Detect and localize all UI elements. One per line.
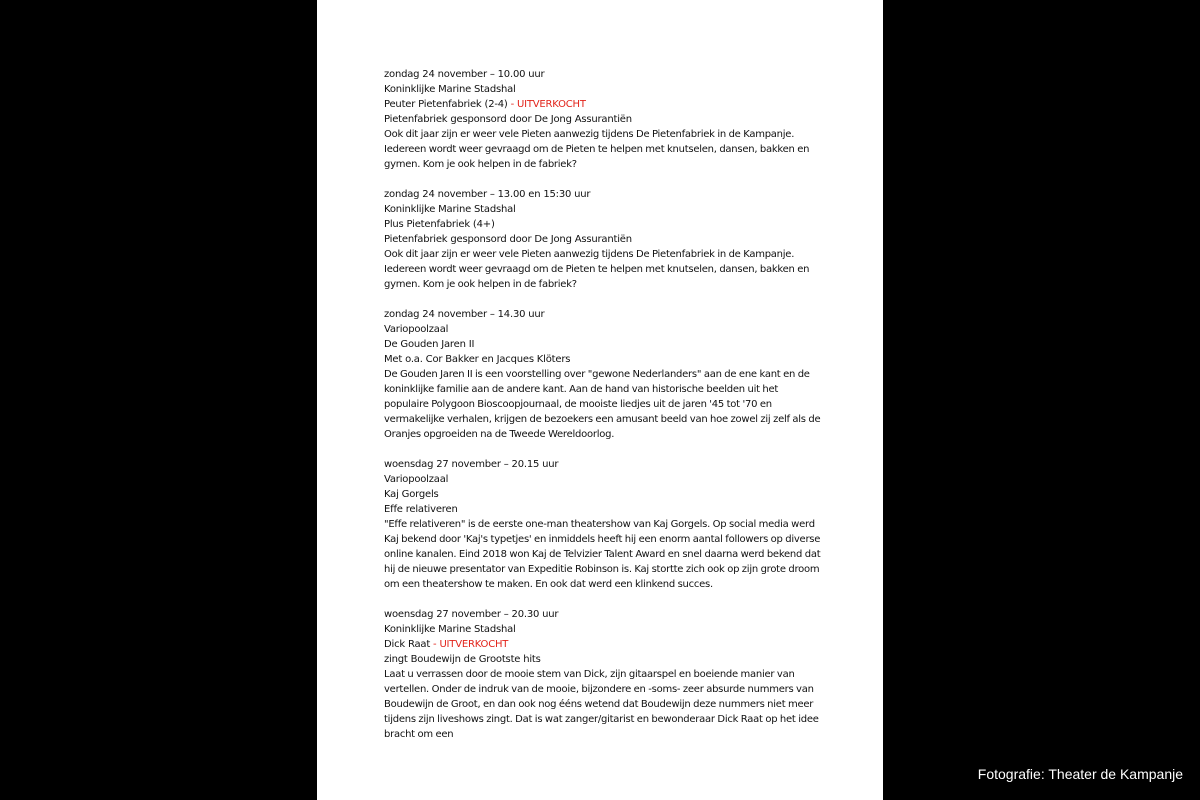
soldout-label: UITVERKOCHT xyxy=(517,99,586,110)
event-description: Ook dit jaar zijn er weer vele Pieten aanwezig tijdens De Pietenfabriek in de Kampanje. Iedereen wordt weer gevraagd om de Pieten te helpen met knutselen, dansen, bakken en gymen. Kom je ook helpen in de fabriek? xyxy=(384,249,810,290)
soldout-label: UITVERKOCHT xyxy=(439,639,509,650)
event-date: woensdag 27 november – 20.30 uur xyxy=(384,609,559,620)
event-title-line xyxy=(384,637,824,652)
event-description: Laat u verrassen door de mooie stem van Dick, zijn gitaarspel en boeiende manier van vertellen. Onder de indruk van de mooie, bijzondere en -soms- zeer absurde nummers van Boudewijn de Groot, en dan ook nog ééns wetend dat Boudewijn deze nummers niet meer tijdens zijn liveshows zingt. Dat is wat zanger/gitarist en bewonderaar Dick Raat op het idee bracht om een xyxy=(384,669,819,740)
document-page xyxy=(317,0,883,800)
event-listing xyxy=(384,67,824,757)
photo-credit: Fotografie: Theater de Kampanje xyxy=(977,766,1183,782)
event-subtitle: Effe relativeren xyxy=(384,504,458,515)
title-separator: - xyxy=(507,99,517,110)
event-sponsor: Pietenfabriek gesponsord door De Jong Assurantiën xyxy=(384,234,632,245)
event-venue: Koninklijke Marine Stadshal xyxy=(384,84,516,95)
event-item xyxy=(384,67,824,172)
event-title: De Gouden Jaren II xyxy=(384,339,475,350)
event-item xyxy=(384,607,824,742)
event-title: Dick Raat xyxy=(384,639,431,650)
event-date: zondag 24 november – 10.00 uur xyxy=(384,69,545,80)
event-title: Plus Pietenfabriek (4+) xyxy=(384,219,495,230)
event-sponsor: Pietenfabriek gesponsord door De Jong Assurantiën xyxy=(384,114,632,125)
event-title: Peuter Pietenfabriek (2-4) xyxy=(384,99,508,110)
event-date: woensdag 27 november – 20.15 uur xyxy=(384,459,559,470)
event-title-line xyxy=(384,97,824,112)
event-description: Ook dit jaar zijn er weer vele Pieten aanwezig tijdens De Pietenfabriek in de Kampanje. Iedereen wordt weer gevraagd om de Pieten te helpen met knutselen, dansen, bakken en gymen. Kom je ook helpen in de fabriek? xyxy=(384,129,810,170)
event-title: Kaj Gorgels xyxy=(384,489,439,500)
title-separator: - xyxy=(430,639,440,650)
event-venue: Variopoolzaal xyxy=(384,324,449,335)
event-item xyxy=(384,187,824,292)
event-item xyxy=(384,457,824,592)
event-item xyxy=(384,307,824,442)
event-description: "Effe relativeren" is de eerste one-man theatershow van Kaj Gorgels. Op social media werd Kaj bekend door 'Kaj's typetjes' en inmiddels heeft hij een enorm aantal followers op diverse online kanalen. Eind 2018 won Kaj de Telvizier Talent Award en snel daarna werd bekend dat hij de nieuwe presentator van Expeditie Robinson is. Kaj stortte zich ook op zijn grote droom om een theatershow te maken. En ook dat werd een klinkend succes. xyxy=(384,519,821,590)
event-description: De Gouden Jaren II is een voorstelling over "gewone Nederlanders" aan de ene kant en de koninklijke familie aan de andere kant. Aan de hand van historische beelden uit het populaire Polygoon Bioscoopjournaal, de mooiste liedjes uit de jaren '45 tot '70 en vermakelijke verhalen, krijgen de bezoekers een amusant beeld van hoe zowel zij zelf als de Oranjes opgroeiden na de Tweede Wereldoorlog. xyxy=(384,369,821,440)
event-subtitle: zingt Boudewijn de Grootste hits xyxy=(384,654,541,665)
event-venue: Koninklijke Marine Stadshal xyxy=(384,204,516,215)
event-date: zondag 24 november – 14.30 uur xyxy=(384,309,545,320)
event-date: zondag 24 november – 13.00 en 15:30 uur xyxy=(384,189,591,200)
event-venue: Variopoolzaal xyxy=(384,474,449,485)
event-venue: Koninklijke Marine Stadshal xyxy=(384,624,516,635)
event-subtitle: Met o.a. Cor Bakker en Jacques Klöters xyxy=(384,354,571,365)
